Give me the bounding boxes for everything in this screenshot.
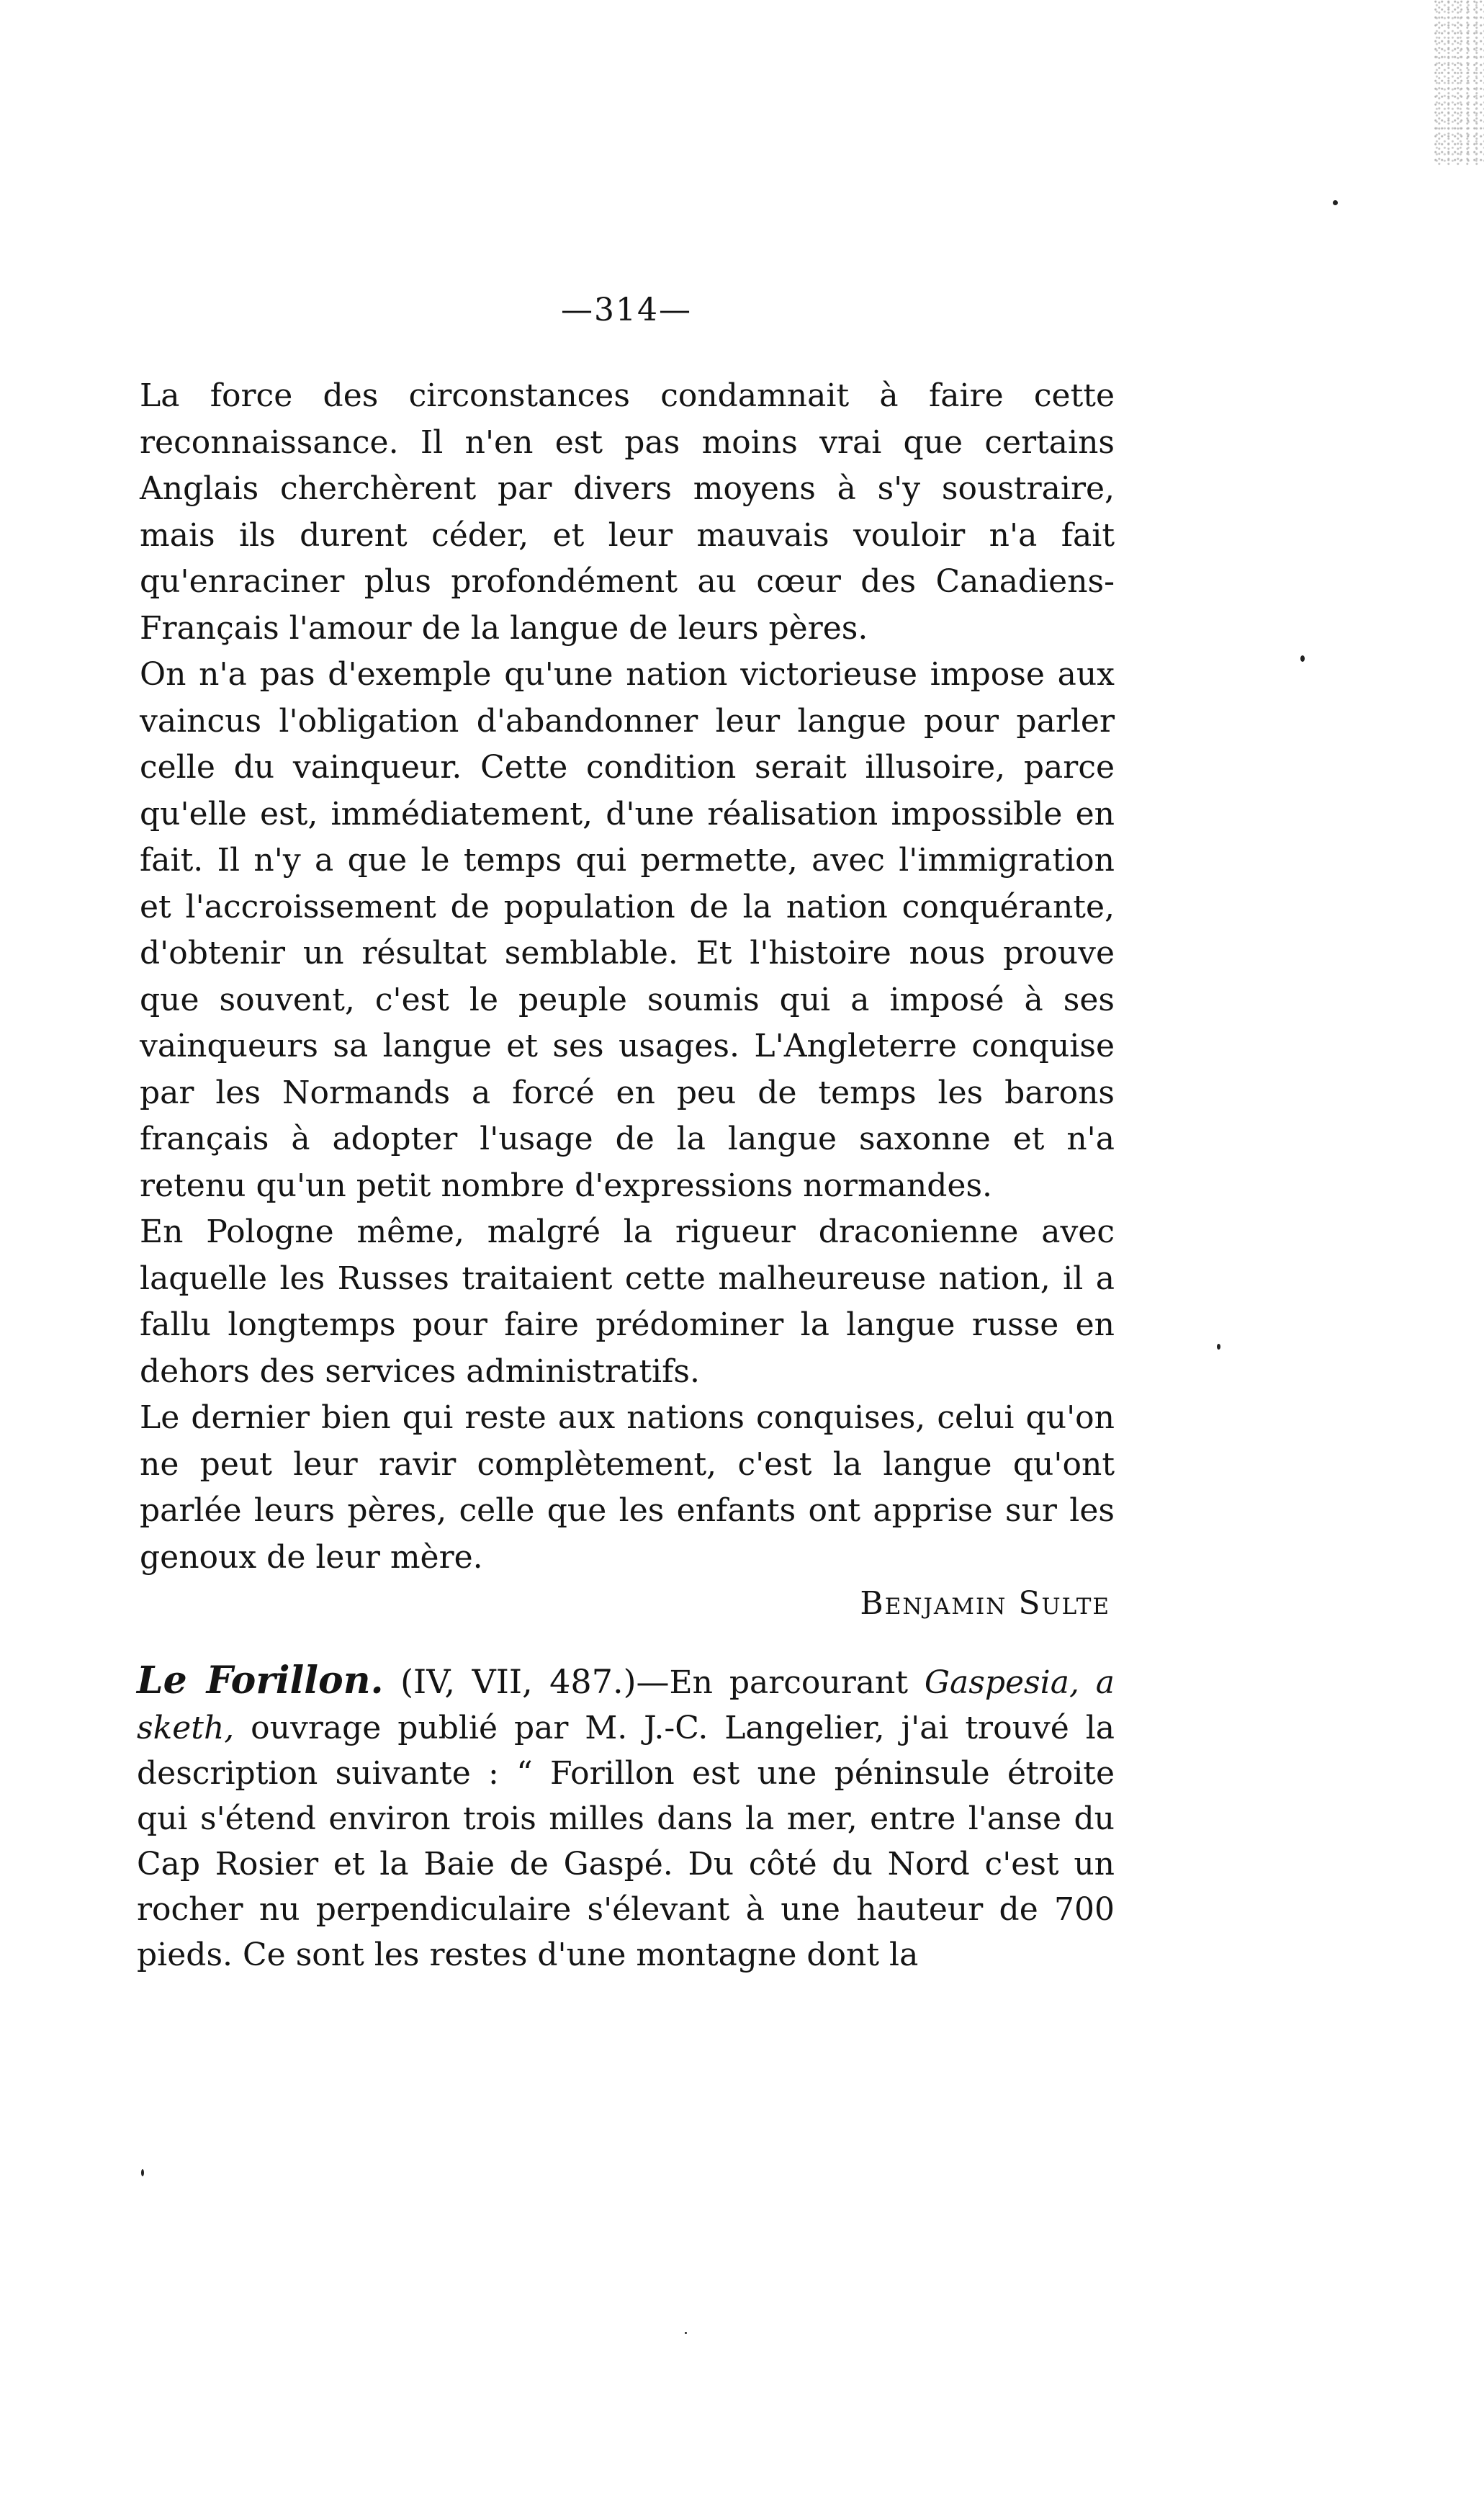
body-text: [137, 373, 1115, 1628]
ink-speck: [1217, 1344, 1220, 1350]
article-work-title: Gaspesia, a sketh,: [137, 1664, 1115, 1746]
ink-speck: [141, 2169, 144, 2176]
article-reference: (IV, VII, 487.)—: [383, 1662, 670, 1701]
article-title: Le Forillon.: [137, 1659, 384, 1702]
article-paragraph: [137, 1658, 1115, 1978]
ink-speck: [1300, 655, 1305, 662]
article-le-forillon: [137, 1658, 1115, 1978]
author-signature: Benjamin Sulte: [860, 1585, 1110, 1622]
paragraph-4: Le dernier bien qui reste aux nations conquises, celui qu'on ne peut leur ravir complètement, c'est la langue qu'ont parlée leurs pères, celle que les enfants ont apprise sur les genoux de leur mère.: [140, 1399, 1115, 1576]
scan-edge-noise: [1434, 0, 1484, 166]
page-number: —314—: [561, 292, 692, 328]
ink-speck: [685, 2332, 687, 2334]
paragraph-3: En Pologne même, malgré la rigueur draconienne avec laquelle les Russes traitaient cette malheureuse nation, il a fallu longtemps pour faire prédominer la langue russe en dehors des services administratifs.: [140, 1213, 1115, 1390]
paragraph-1: La force des circonstances condamnait à faire cette reconnaissance. Il n'en est pas moins vrai que certains Anglais cherchèrent par divers moyens à s'y soustraire, mais ils durent céder, et leur mauvais vouloir n'a fait qu'enraciner plus profondément au cœur des Canadiens-Français l'amour de la langue de leurs pères.: [140, 377, 1115, 647]
ink-speck: [1333, 200, 1338, 205]
paragraph-2: On n'a pas d'exemple qu'une nation victorieuse impose aux vaincus l'obligation d'abandonner leur langue pour parler celle du vainqueur. Cette condition serait illusoire, parce qu'elle est, immédiatement, d'une réalisation impossible en fait. Il n'y a que le temps qui permette, avec l'immigration et l'accroissement de population de la nation conquérante, d'obtenir un résultat semblable. Et l'histoire nous prouve que souvent, c'est le peuple soumis qui a imposé à ses vainqueurs sa langue et ses usages. L'Angleterre conquise par les Normands a forcé en peu de temps les barons français à adopter l'usage de la langue saxonne et n'a retenu qu'un petit nombre d'expressions normandes.: [140, 656, 1115, 1204]
article-lead: En parcourant: [669, 1664, 925, 1701]
article-body: ouvrage publié par M. J.-C. Langelier, j'ai trouvé la description suivante : “ Forillon est une péninsule étroite qui s'étend environ trois milles dans la mer, entre l'anse du Cap Rosier et la Baie de Gaspé. Du côté du Nord c'est un rocher nu perpendiculaire s'élevant à une hauteur de 700 pieds. Ce sont les restes d'une montagne dont la: [137, 1710, 1115, 1973]
